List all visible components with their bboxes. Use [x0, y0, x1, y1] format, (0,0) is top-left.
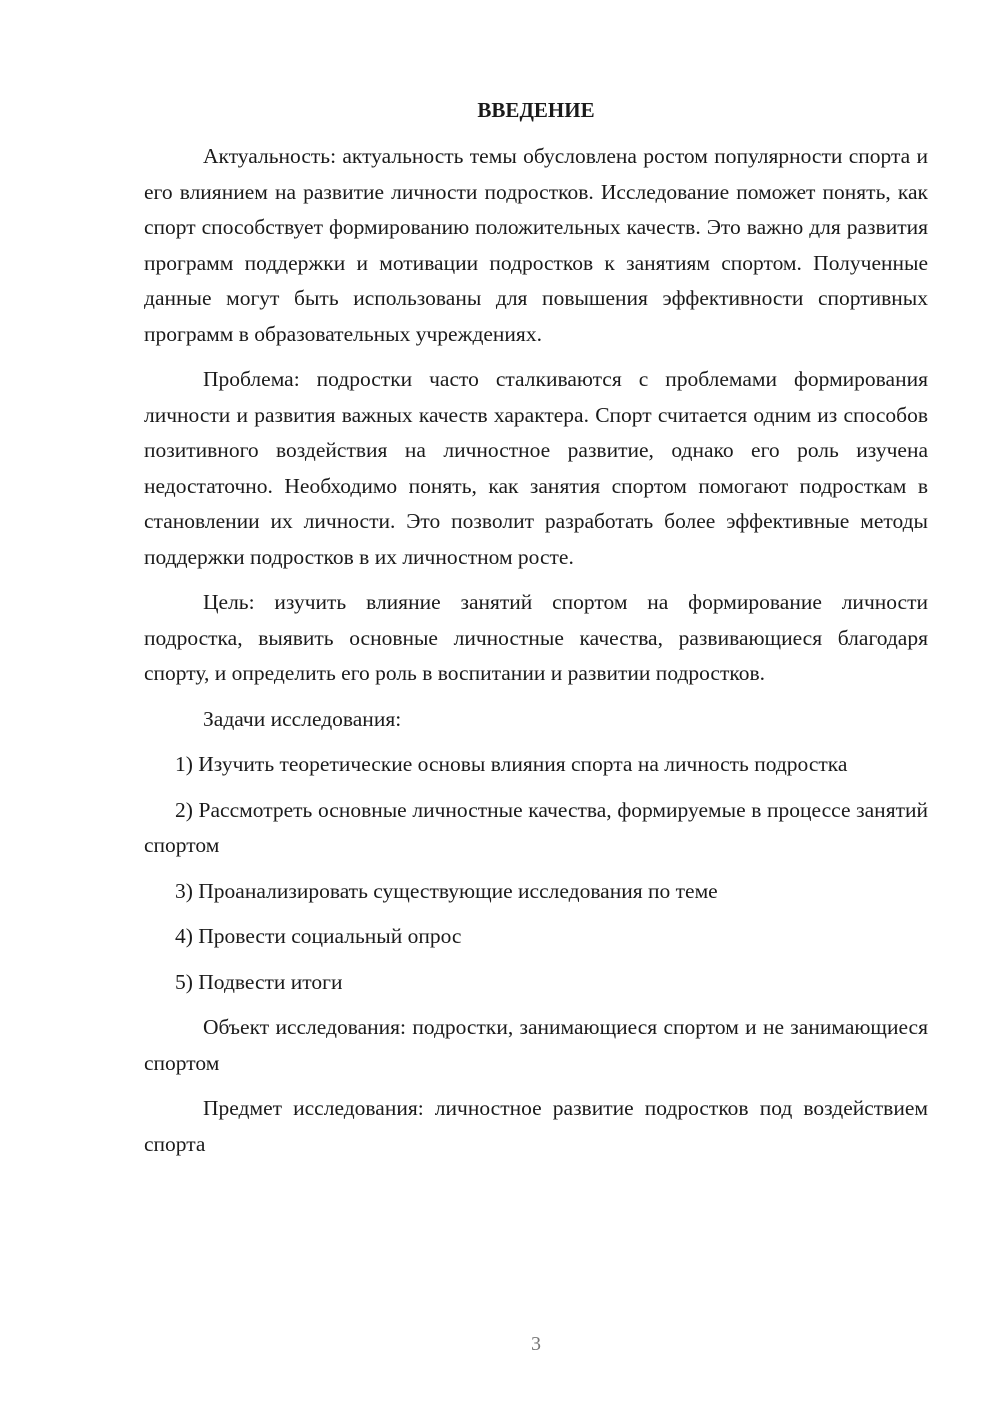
- subject-paragraph: Предмет исследования: личностное развитие подростков под воздействием спорта: [144, 1096, 928, 1156]
- object-paragraph: Объект исследования: подростки, занимающиеся спортом и не занимающиеся спортом: [144, 1015, 928, 1075]
- goal-paragraph: Цель: изучить влияние занятий спортом на формирование личности подростка, выявить основные личностные качества, развивающиеся благодаря спорту, и определить его роль в воспитании и развитии подростков.: [144, 590, 928, 685]
- problem-paragraph: Проблема: подростки часто сталкиваются с проблемами формирования личности и развития важных качеств характера. Спорт считается одним из способов позитивного воздействия на личностное развитие, однако его роль изучена недостаточно. Необходимо понять, как занятия спортом помогают подросткам в становлении их личности. Это позволит разработать более эффективные методы поддержки подростков в их личностном росте.: [144, 367, 928, 569]
- task-item-4: 4) Провести социальный опрос: [175, 924, 462, 948]
- task-item-1: 1) Изучить теоретические основы влияния спорта на личность подростка: [175, 752, 848, 776]
- tasks-heading: Задачи исследования:: [203, 706, 402, 731]
- document-page: [144, 95, 928, 1172]
- relevance-paragraph: Актуальность: актуальность темы обусловлена ростом популярности спорта и его влиянием на развитие личности подростков. Исследование поможет понять, как спорт способствует формированию положительных качеств. Это важно для развития программ поддержки и мотивации подростков к занятиям спортом. Полученные данные могут быть использованы для повышения эффективности спортивных программ в образовательных учреждениях.: [144, 144, 928, 346]
- page-number: 3: [531, 1333, 541, 1355]
- task-item-3: 3) Проанализировать существующие исследования по теме: [175, 878, 718, 903]
- task-item-2: 2) Рассмотреть основные личностные качества, формируемые в процессе занятий спортом: [144, 797, 928, 857]
- page-title: ВВЕДЕНИЕ: [477, 98, 595, 122]
- task-item-5: 5) Подвести итоги: [175, 969, 343, 994]
